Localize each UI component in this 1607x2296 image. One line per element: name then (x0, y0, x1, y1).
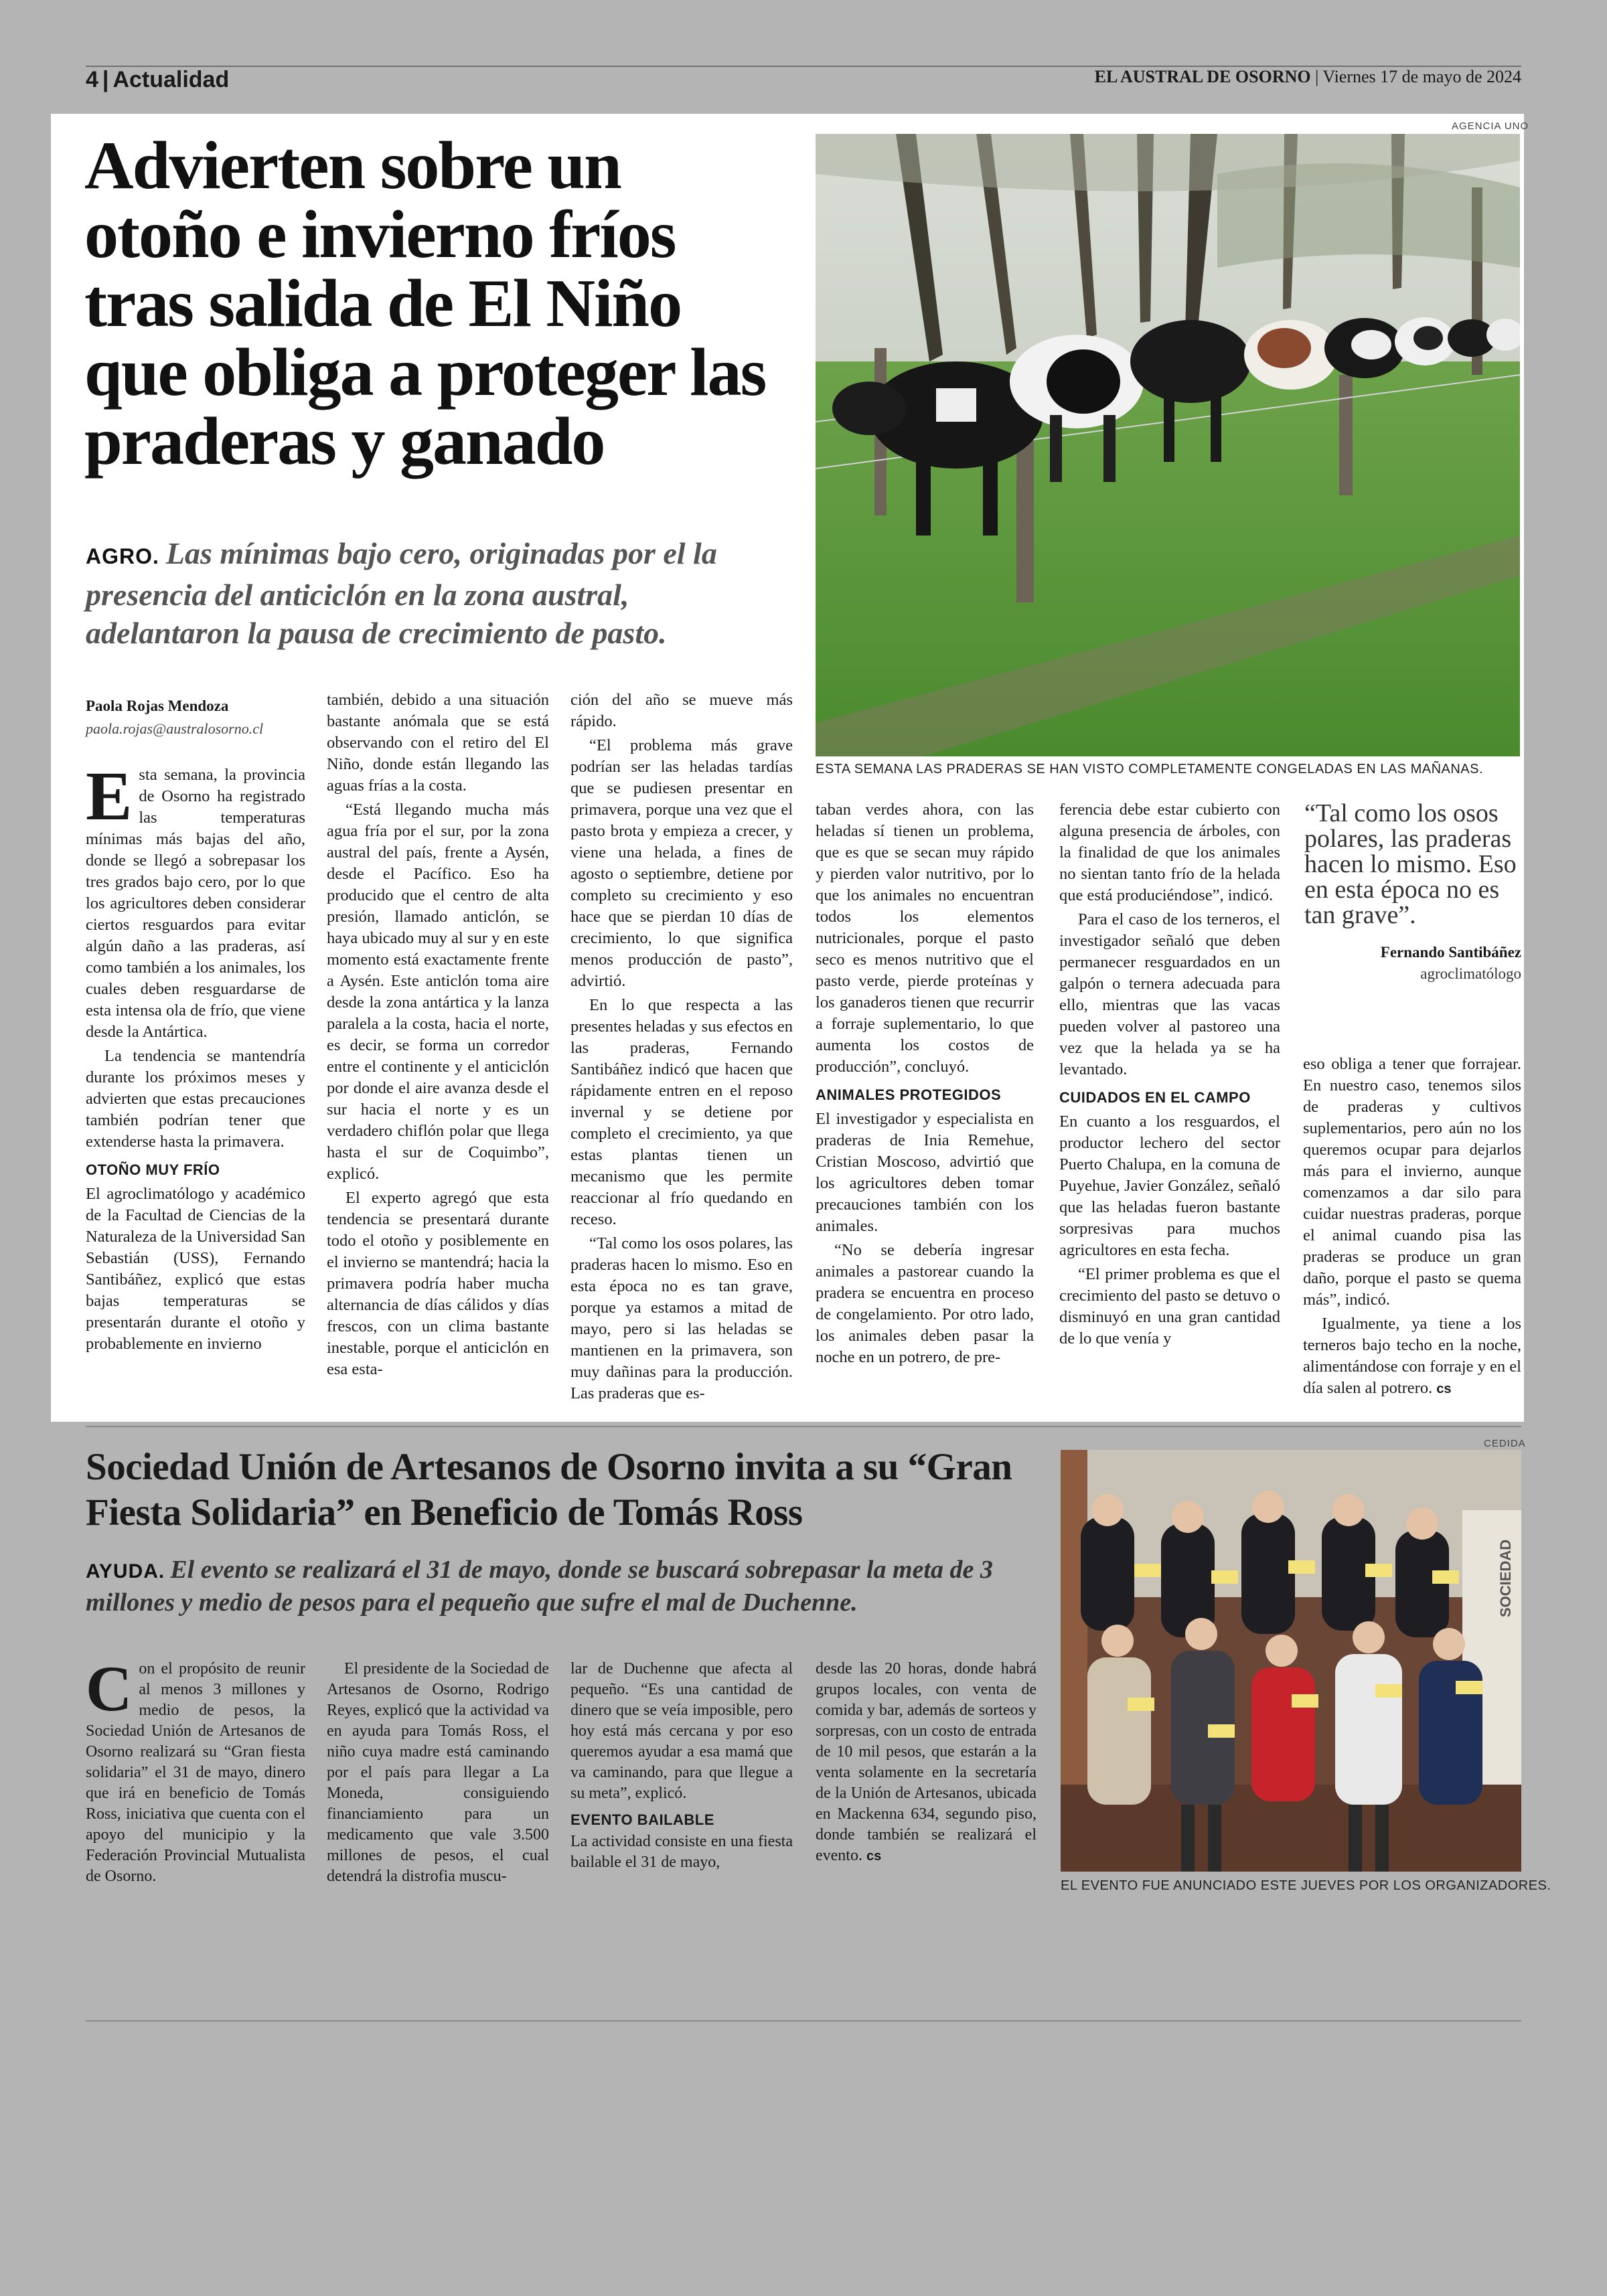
article2-kicker: AYUDA. (86, 1560, 165, 1582)
article1-headline: Advierten sobre un otoño e invierno fríos tras salida de El Niño que obliga a proteger las praderas y ganado (84, 128, 766, 479)
article1-column-5 (1059, 799, 1280, 1352)
article1-kicker: AGRO. (86, 544, 159, 568)
article1-subhead-otono: OTOÑO MUY FRÍO (86, 1161, 220, 1178)
article2-column-3 (570, 1659, 793, 1876)
bottom-rule (86, 2020, 1521, 2022)
article2-column-2 (327, 1659, 549, 1890)
article1-paragraph: El investigador y especialista en praderas de Inia Remehue, Cristian Moscoso, advirtió que los agricultores deben tomar precauciones también con los animales. (816, 1110, 1034, 1235)
pullquote-author: Fernando Santibáñez (1380, 944, 1521, 961)
organizers-group-photo (1061, 1450, 1521, 1872)
article1-paragraph: también, debido a una situación bastante anómala que se está observando con el retiro del El Niño, donde están llegando las aguas frías a la costa. (327, 691, 549, 795)
pullquote-role: agroclimatólogo (1420, 965, 1521, 982)
article1-paragraph: En lo que respecta a las presentes heladas y sus efectos en las praderas, Fernando Santibáñez indicó que hacen que rápidamente entren en el reposo invernal y se detiene por completo el crecimiento, ya que estas plantas tienen un mecanismo que les permite reaccionar al frío quedando en receso. (570, 996, 793, 1228)
article1-paragraph: El experto agregó que esta tendencia se presentará durante todo el otoño y posiblemente en el invierno se mantendrá; hacia la primavera podría haber mucha alternancia de días cálidos y días frescos, con un clima bastante inestable, porque el anticiclón en esa esta- (327, 1189, 549, 1378)
issue-date: Viernes 17 de mayo de 2024 (1322, 67, 1521, 86)
article1-column-3 (570, 689, 793, 1407)
article2-paragraph: La actividad consiste en una fiesta bailable el 31 de mayo, (570, 1833, 793, 1871)
article1-paragraph: ción del año se mueve más rápido. (570, 691, 793, 730)
article2-dropcap: C (86, 1653, 133, 1724)
section-name: Actualidad (112, 67, 230, 92)
article2-end-mark: cs (866, 1849, 882, 1864)
page-section-header (86, 67, 229, 93)
article2-text: desde las 20 horas, donde habrá grupos locales, con venta de comida y bar, además de sorteos y sorpresas, con un costo de entrada de 10 mil pesos, que estarán a la venta solamente en la secretaría de la Unión de Artesanos, ubicada en Mackenna 634, segundo piso, donde también se realizará el evento. (816, 1660, 1037, 1864)
article1-author: Paola Rojas Mendoza (86, 698, 229, 714)
banner-text: SOCIEDAD (1497, 1539, 1514, 1617)
article1-paragraph: ferencia debe estar cubierto con alguna presencia de árboles, con la finalidad de que los animales no sientan tanto frío de la helada que está produciéndose”, indicó. (1059, 801, 1280, 904)
article1-column-6 (1303, 1054, 1521, 1402)
article1-photo-credit: AGENCIA UNO (1452, 120, 1529, 132)
article1-paragraph: eso obliga a tener que forrajear. En nuestro caso, tenemos silos de praderas y cultivos suplementarios, pero aún no los queremos ocupar para dejarlos más para el invierno, aunque comenzamos a dar silo para cuidar nuestras praderas, porque el animal cuando pisa las praderas se produce un gran daño, porque el pasto se quema más”, indicó. (1303, 1055, 1521, 1309)
article1-paragraph: La tendencia se mantendría durante los próximos meses y advierten que estas precauciones también podrían tener que extenderse hasta la primavera. (86, 1047, 305, 1151)
article2-subhead-evento: EVENTO BAILABLE (570, 1811, 714, 1828)
article1-paragraph: “Tal como los osos polares, las praderas hacen lo mismo. Eso en esta época no es tan grave, porque ya estamos a mitad de mayo, pero si las heladas se mantienen en la primavera, son muy dañinas para la producción. Las praderas que es- (570, 1234, 793, 1402)
article1-author-email: paola.rojas@australosorno.cl (86, 720, 264, 737)
article1-subhead-animales: ANIMALES PROTEGIDOS (816, 1086, 1002, 1103)
article1-paragraph: “El primer problema es que el crecimiento del pasto se detuvo o disminuyó en una gran cantidad de lo que venía y (1059, 1265, 1280, 1347)
article1-column-1 (86, 758, 305, 1358)
article1-paragraph: “No se debería ingresar animales a pastorear cuando la pradera se encuentra en proceso de congelamiento. Por otro lado, los animales deben pasar la noche en un potrero, de pre- (816, 1241, 1034, 1366)
article1-paragraph: “Está llegando mucha más agua fría por el sur, por la zona austral del país, frente a Aysén, desde el Pacífico. Eso ha producido que el centro de alta presión, llamado anticlón, se haya ubicado muy al sur y en este momento está exactamente frente a Aysén. Este anticlón toma aire desde la zona antártica y la lanza paralela a la costa, hacia el norte, es decir, se forma un corredor entre el continente y el anticiclón por donde el aire avanza desde el sur hacia el norte y es un verdadero chiflón polar que llega hasta el sur de Coquimbo”, explicó. (327, 801, 549, 1183)
article2-text: on el propósito de reunir al menos 3 millones y medio de pesos, la Sociedad Unión de Artesanos de Osorno realizará su “Gran fiesta solidaria” el 31 de mayo, dinero que irá en beneficio de Tomás Ross, iniciativa que cuenta con el apoyo del municipio y la Federación Provincial Mutualista de Osorno. (86, 1660, 305, 1885)
article1-pullquote: “Tal como los osos polares, las praderas hacen lo mismo. Eso en esta época no es tan grave”. (1304, 799, 1517, 929)
article1-photo-caption: ESTA SEMANA LAS PRADERAS SE HAN VISTO COMPLETAMENTE CONGELADAS EN LAS MAÑANAS. (816, 762, 1484, 776)
article1-subhead-cuidados: CUIDADOS EN EL CAMPO (1059, 1089, 1251, 1106)
article1-paragraph (1303, 1313, 1521, 1400)
section-divider (86, 1426, 1521, 1427)
article2-headline: Sociedad Unión de Artesanos de Osorno invita a su “Gran Fiesta Solidaria” en Beneficio de Tomás Ross (86, 1446, 1012, 1534)
article1-deck-text: Las mínimas bajo cero, originadas por el la presencia del anticiclón en la zona austral, adelantaron la pausa de crecimiento de pasto. (86, 536, 717, 650)
header-separator: | (102, 67, 109, 92)
article1-end-mark: cs (1436, 1382, 1452, 1396)
article2-paragraph: lar de Duchenne que afecta al pequeño. “Es una cantidad de dinero que se veía imposible, pero hoy está más cercana y por eso queremos ayudar a esa mamá que va caminando, para que llegue a su meta”, explicó. (570, 1660, 793, 1802)
article2-paragraph: El presidente de la Sociedad de Artesanos de Osorno, Rodrigo Reyes, explicó que la actividad va en ayuda para Tomás Ross, el niño cuya madre está caminando por el país para llegar a La Moneda, consiguiendo financiamiento para un medicamento que vale 3.500 millones de pesos, el cual detendrá la distrofia muscu- (327, 1660, 549, 1885)
article1-paragraph: En cuanto a los resguardos, el productor lechero del sector Puerto Chalupa, en la comuna de Puyehue, Javier González, señaló que las heladas fueron bastante sorpresivas para muchos agricultores en esta fecha. (1059, 1113, 1280, 1259)
article2-paragraph (816, 1659, 1037, 1867)
newspaper-date-header: EL AUSTRAL DE OSORNO | Viernes 17 de mayo de 2024 (1094, 67, 1521, 86)
article1-paragraph: Para el caso de los terneros, el investigador señaló que deben permanecer resguardados en un galpón o ternera adecuada para ello, mientras que las vacas pueden volver al pastoreo una vez que la helada ya se ha levantado. (1059, 910, 1280, 1078)
article2-deck (86, 1554, 1050, 1618)
article2-paragraph (86, 1653, 305, 1887)
article1-text: sta semana, la provincia de Osorno ha registrado las temperaturas mínimas más bajas del año, donde se llegó a sobrepasar los tres grados bajo cero, por lo que los agricultores deben considerar ciertos resguardos para evitar algún daño a las praderas, así como también a los animales, los cuales deben resguardarse de esta intensa ola de frío, que viene desde la Antártica. (86, 766, 305, 1041)
article1-paragraph: taban verdes ahora, con las heladas sí tienen un problema, que es que se secan muy rápido y pierden valor nutritivo, por lo que los animales no encuentran todos los elementos nutricionales, porque el pasto seco es menos nutritivo que el pasto verde, pierde proteínas y los ganaderos tienen que recurrir a forraje suplementario, lo que aumenta los costos de producción”, concluyó. (816, 801, 1034, 1076)
cows-pasture-photo (816, 134, 1520, 756)
article2-deck-text: El evento se realizará el 31 de mayo, donde se buscará sobrepasar la meta de 3 millones y medio de pesos para el pequeño que sufre el mal de Duchenne. (86, 1556, 993, 1617)
article2-photo-credit: CEDIDA (1484, 1438, 1526, 1449)
article2-column-4 (816, 1659, 1037, 1870)
article1-column-4 (816, 799, 1034, 1371)
article1-paragraph: El agroclimatólogo y académico de la Facultad de Ciencias de la Naturaleza de la Universidad San Sebastián (USS), Fernando Santibáñez, explicó que estas bajas temperaturas se presentarán durante el otoño y probablemente en invierno (86, 1185, 305, 1353)
article2-column-1 (86, 1653, 305, 1890)
newspaper-name: EL AUSTRAL DE OSORNO (1094, 67, 1311, 86)
article1-deck (86, 534, 782, 652)
article1-dropcap: E (86, 758, 133, 835)
article2-photo-caption: EL EVENTO FUE ANUNCIADO ESTE JUEVES POR LOS ORGANIZADORES. (1061, 1878, 1551, 1893)
article1-paragraph: “El problema más grave podrían ser las heladas tardías que se pudiesen presentar en primavera, porque una vez que el pasto brota y empieza a crecer, y viene una helada, a fines de agosto o septiembre, detiene por completo su crecimiento y eso hace que se pierdan 10 días de crecimiento, lo que significa menos producción de pasto”, advirtió. (570, 736, 793, 990)
article1-text: Igualmente, ya tiene a los terneros bajo techo en la noche, alimentándose con forraje y en el día salen al potrero. (1303, 1315, 1521, 1397)
page-number: 4 (86, 67, 98, 92)
article1-paragraph (86, 758, 305, 1043)
article1-column-2 (327, 689, 549, 1383)
